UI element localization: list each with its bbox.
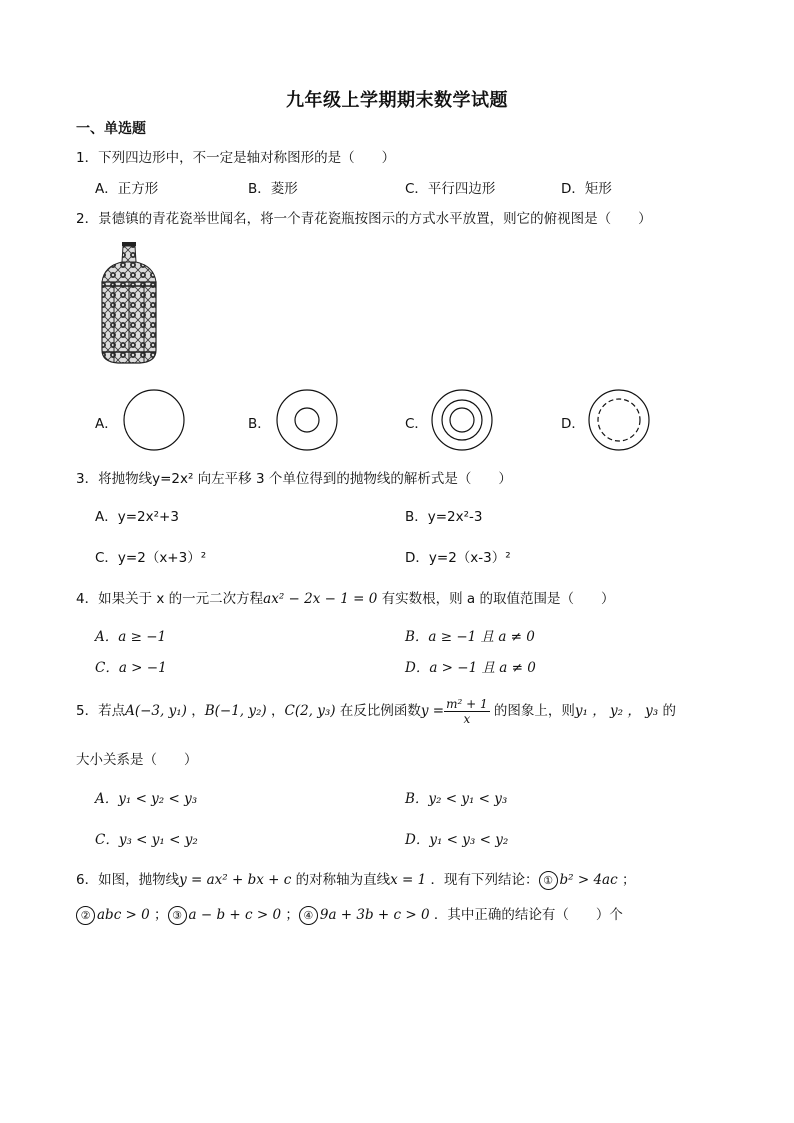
question-6-mark-3: ③ [168, 906, 187, 925]
question-6-conclusion-2: abc > 0 [97, 907, 150, 923]
question-3-stem: 3．将抛物线y=2x² 向左平移 3 个单位得到的抛物线的解析式是（ ） [76, 471, 512, 487]
question-4-stem [76, 587, 614, 607]
question-2-label-d[interactable]: D． [561, 416, 585, 432]
question-6-axis: x = 1 [390, 872, 427, 888]
question-5-fraction [444, 697, 490, 726]
question-1-option-c[interactable]: C．平行四边形 [405, 181, 496, 197]
question-4-suffix: 有实数根，则 a 的取值范围是（ ） [377, 591, 615, 607]
question-1-option-a[interactable]: A．正方形 [95, 181, 159, 197]
question-6-mark-4: ④ [299, 906, 318, 925]
question-5-denominator: x [463, 711, 471, 726]
question-5-vars: y₁ ， y₂ ， y₃ [574, 703, 659, 719]
question-4-option-b[interactable]: B．a ≥ −1 且 a ≠ 0 [405, 629, 535, 645]
question-1-stem: 1．下列四边形中，不一定是轴对称图形的是（ ） [76, 150, 396, 166]
question-5-prefix: 5．若点 [76, 703, 126, 719]
question-5-numerator: m² + 1 [446, 696, 488, 711]
vase-image [98, 240, 160, 366]
question-5-function-left: y = [420, 703, 445, 719]
question-6-stem-line2: ② abc > 0 ； ③ a − b + c > 0 ； ④ 9a + 3b + c > 0 ．其中正确的结论有（ ）个 [76, 903, 623, 925]
question-5-mid: 在反比例函数 [335, 703, 421, 719]
question-6-tail: ．其中正确的结论有（ ）个 [429, 907, 623, 923]
question-2-figure-d[interactable] [587, 388, 651, 452]
question-5-stem: 5．若点A(−3, y₁) ，B(−1, y₂) ，C(2, y₃) 在反比例函数y = $\frac{\text{m² + 1}}{x}$ 的图象上，则y₁ ， y₂ ， y₃ 的 [76, 696, 676, 726]
question-4-option-a[interactable]: A．a ≥ −1 [95, 629, 167, 645]
question-2-stem: 2．景德镇的青花瓷举世闻名，将一个青花瓷瓶按图示的方式水平放置，则它的俯视图是（ ） [76, 211, 652, 227]
question-4-option-d[interactable]: D．a > −1 且 a ≠ 0 [405, 660, 536, 676]
question-6-function: y = ax² + bx + c [179, 872, 292, 888]
question-5-option-b[interactable]: B．y₂ < y₁ < y₃ [405, 791, 508, 807]
question-6-mid2: ．现有下列结论： [426, 872, 539, 888]
question-6-conclusion-4: 9a + 3b + c > 0 [319, 907, 430, 923]
question-5-point-a: A(−3, y₁) [125, 703, 187, 719]
question-2-figure-c[interactable] [430, 388, 494, 452]
question-5-point-b: B(−1, y₂) [204, 703, 267, 719]
question-6-conclusion-3: a − b + c > 0 [188, 907, 282, 923]
question-3-option-c[interactable]: C．y=2（x+3）² [95, 550, 207, 566]
question-5-option-c[interactable]: C．y₃ < y₁ < y₂ [95, 832, 198, 848]
question-5-tail: 的图象上，则 [489, 703, 575, 719]
page-title: 九年级上学期期末数学试题 [286, 90, 508, 111]
question-2-label-c[interactable]: C． [405, 416, 428, 432]
question-2-label-b[interactable]: B． [248, 416, 271, 432]
question-3-option-b[interactable]: B．y=2x²-3 [405, 509, 483, 525]
question-4-prefix: 4．如果关于 x 的一元二次方程 [76, 591, 264, 607]
question-2-figure-a[interactable] [122, 388, 186, 452]
question-4-equation: ax² − 2x − 1 = 0 [263, 591, 378, 607]
question-2-label-a[interactable]: A． [95, 416, 118, 432]
question-5-line2: 大小关系是（ ） [76, 752, 198, 768]
question-1-option-b[interactable]: B．菱形 [248, 181, 298, 197]
question-5-point-c: C(2, y₃) [284, 703, 336, 719]
question-1-option-d[interactable]: D．矩形 [561, 181, 612, 197]
question-6-mark-2: ② [76, 906, 95, 925]
question-3-option-a[interactable]: A．y=2x²+3 [95, 509, 179, 525]
question-6-stem-line1: 6．如图，抛物线y = ax² + bx + c 的对称轴为直线x = 1 ．现有下列结论： ① b² > 4ac ； [76, 872, 636, 888]
section-heading: 一、单选题 [76, 121, 146, 137]
question-6-prefix: 6．如图，抛物线 [76, 872, 180, 888]
question-5-option-a[interactable]: A．y₁ < y₂ < y₃ [95, 791, 198, 807]
question-2-figure-b[interactable] [275, 388, 339, 452]
question-6-mid: 的对称轴为直线 [291, 872, 391, 888]
question-4-option-c[interactable]: C．a > −1 [95, 660, 167, 676]
question-6-mark-1: ① [539, 871, 558, 890]
question-5-option-d[interactable]: D．y₁ < y₃ < y₂ [405, 832, 509, 848]
question-5-tail2: 的 [658, 703, 676, 719]
question-3-option-d[interactable]: D．y=2（x-3）² [405, 550, 511, 566]
question-6-conclusion-1: b² > 4ac [559, 872, 618, 888]
